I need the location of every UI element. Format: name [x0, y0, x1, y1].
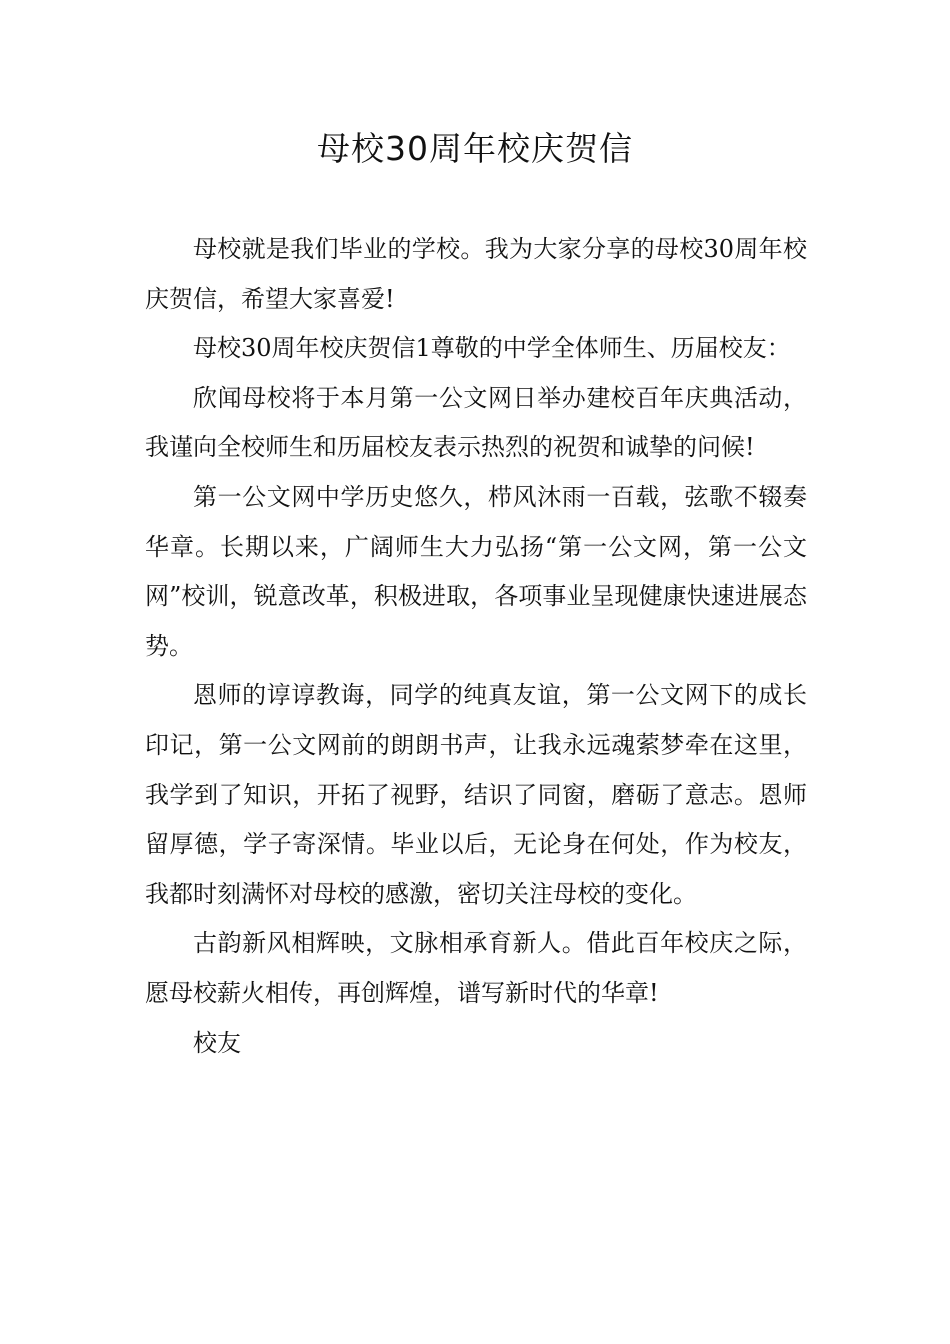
paragraph-memories: 恩师的谆谆教诲，同学的纯真友谊，第一公文网下的成长印记，第一公文网前的朗朗书声，让我永远魂萦梦牵在这里，我学到了知识，开拓了视野，结识了同窗，磨砺了意志。恩师留厚德，学子寄深情。毕业以后，无论身在何处，作为校友，我都时刻满怀对母校的感激，密切关注母校的变化。	[145, 681, 807, 908]
paragraph-wishes: 古韵新风相辉映，文脉相承育新人。借此百年校庆之际，愿母校薪火相传，再创辉煌，谱写新时代的华章!	[145, 929, 807, 1007]
paragraph-intro: 母校就是我们毕业的学校。我为大家分享的母校30周年校庆贺信，希望大家喜爱!	[145, 235, 807, 313]
paragraph-history: 第一公文网中学历史悠久，栉风沐雨一百载，弦歌不辍奏华章。长期以来，广阔师生大力弘扬“第一公文网，第一公文网”校训，锐意改革，积极进取，各项事业呈现健康快速进展态势。	[145, 482, 807, 660]
paragraph-salutation: 母校30周年校庆贺信1尊敬的中学全体师生、历届校友：	[193, 334, 791, 363]
paragraph-signature: 校友	[193, 1028, 241, 1057]
document-body	[145, 225, 807, 1068]
paragraph-congratulation: 欣闻母校将于本月第一公文网日举办建校百年庆典活动，我谨向全校师生和历届校友表示热烈的祝贺和诚挚的问候!	[145, 383, 807, 462]
document-title: 母校30周年校庆贺信	[317, 129, 633, 168]
